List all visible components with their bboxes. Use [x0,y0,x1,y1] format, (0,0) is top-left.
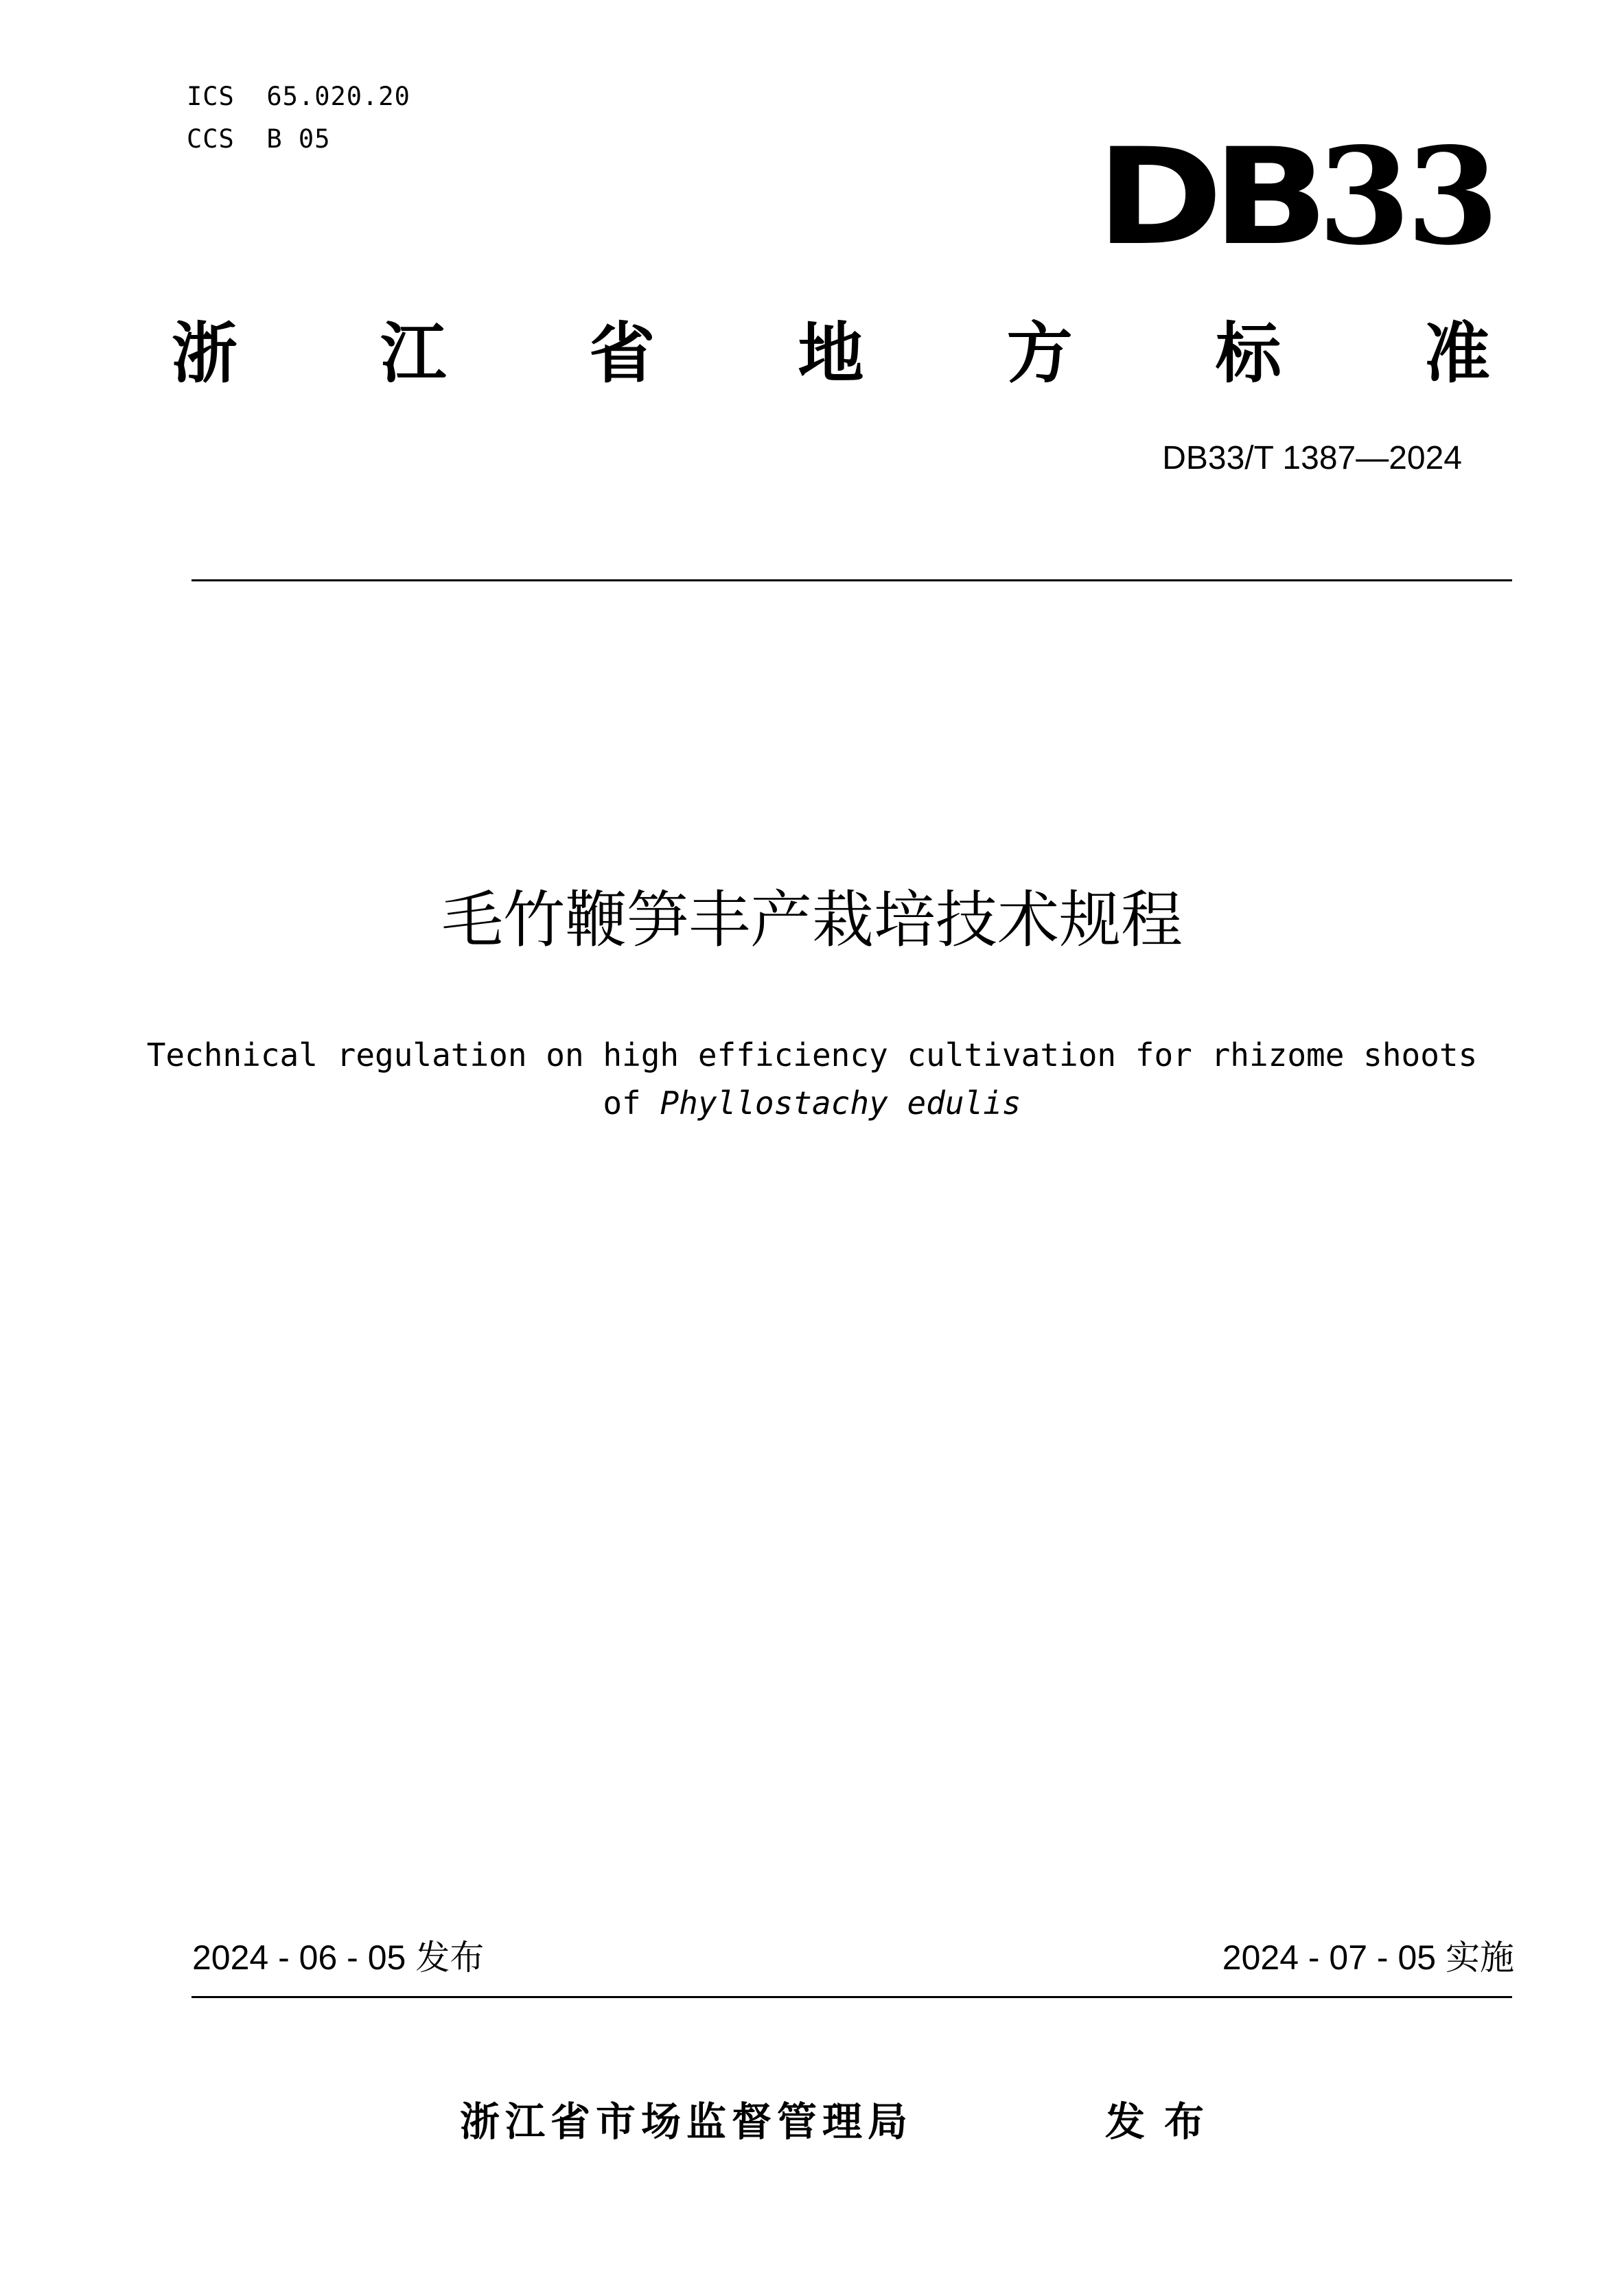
standard-type-char: 方 [1006,315,1073,392]
standard-type-char: 浙 [172,315,237,392]
implementation-date: 2024 - 07 - 05 实施 [1222,1938,1514,1977]
standard-type-heading [172,309,1490,398]
standard-type-char: 地 [798,315,864,392]
standard-logo [1095,118,1495,275]
title-english-line2 [0,1079,1624,1127]
title-english-prefix: of [603,1085,660,1122]
publish-label: 发布 [1105,2098,1224,2145]
title-english-species: Phyllostachy edulis [660,1085,1021,1122]
publisher-name: 浙江省市场监督管理局 [460,2098,914,2145]
bottom-divider [192,1996,1512,1998]
standard-type-char: 江 [380,315,447,392]
standard-type-char: 准 [1424,315,1490,392]
ccs-code: CCS B 05 [187,124,331,154]
title-chinese: 毛竹鞭笋丰产栽培技术规程 [441,884,1183,956]
issue-date: 2024 - 06 - 05 发布 [192,1938,485,1977]
logo-letters: DB [1095,119,1319,275]
standard-type-char: 省 [589,315,656,392]
logo-digits: 33 [1318,118,1495,275]
title-english-line1: Technical regulation on high efficiency cultivation for rhizome shoots [146,1036,1478,1074]
standard-number: DB33/T 1387—2024 [1162,440,1462,476]
title-english [0,1031,1624,1127]
standard-type-char: 标 [1215,315,1281,392]
top-divider [192,579,1512,581]
ics-code: ICS 65.020.20 [187,82,410,111]
